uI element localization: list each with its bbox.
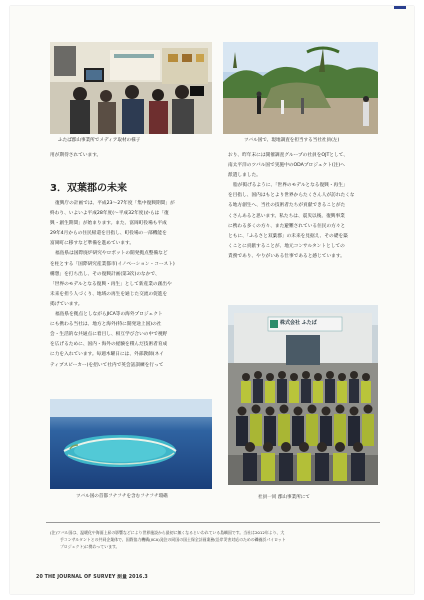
right-column-body (228, 151, 380, 262)
footnote (50, 530, 380, 550)
left-paragraph-2 (50, 249, 213, 310)
text-line: 復興庁の計画では、平成23～27年度「集中復興期間」が (55, 201, 175, 206)
text-line: 掲げています。 (50, 301, 83, 307)
text-line: に力を入れています。毎週木曜日には、外部教師(ネイ (50, 352, 164, 358)
left-paragraph-1 (50, 199, 213, 249)
text-line: 興・創生期間」が始まります。また、富岡町役場も平成 (50, 221, 167, 227)
text-line: 派遣しました。 (228, 173, 261, 179)
text-line: を広げるために、国内・海外の経験を積んだ技術者育成 (50, 342, 168, 348)
footnote-line: 手コンサルタントとの共同企業体で、国際協力機構(JICA)発注の同国の国土保全計画業務(沿岸災害対応のための礫養浜パイロット (60, 536, 286, 542)
text-line: 福島県を拠点としながらJICA等の海外プロジェクト (55, 312, 163, 318)
text-line: 責務であり、やりがいある仕事であると感じています。 (228, 253, 345, 259)
atoll-caption: ツバル国の首都フナフチを含むフナフチ環礁 (76, 494, 168, 499)
staff-photo-caption: 社員一同 郡山事業所にて (258, 495, 310, 500)
text-line: 会・生活的な共通点に着目し、相互学び合いの中で視野 (50, 332, 168, 338)
company-sign: 株式会社 ふたば (280, 320, 317, 326)
atoll-photo (50, 399, 212, 489)
media-photo-caption: ふたば郡山事業所でメディア取材の様子 (58, 138, 141, 143)
atoll-image (50, 399, 212, 489)
text-line: ともに、「ふるさと双葉郡」の未来を見据え、その礎を築 (228, 233, 348, 239)
footnote-line: (注)ツバル国は、温暖化や海面上昇の影響などにより世界施設から最初に無くなるといわれている島嶼国です。当社は2012年より、大 (50, 530, 285, 535)
text-line: くことに貢献することが、地元コンサルタントとしての (228, 243, 345, 249)
text-line: 富岡町に移すなど準備を進めています。 (50, 241, 135, 247)
text-line: 「世界のモデルとなる復興・再生」として新産業の創出や (50, 281, 172, 287)
text-line: 脂が掲げるように、「世界のモデルとなる復興・再生」 (233, 183, 348, 189)
right-paragraph-1 (228, 151, 380, 181)
text-line: ティブスピーカー)を招いて社内で英会話訓練を行って (50, 362, 164, 368)
text-line: 南太平洋のツバル国で実施中のODAプロジェクト(注)へ (228, 163, 345, 169)
left-column (50, 151, 213, 161)
tuvalu-survey-photo (223, 42, 378, 134)
text-line: を目指し、国内はもとより世界からたくさん人が訪れたくな (228, 193, 355, 199)
text-line: にも携わる当社は、地方と海外(特に開発途上国)の社 (50, 322, 162, 328)
section-heading: 3．双葉郡の未来 (50, 183, 127, 194)
footnote-divider (46, 522, 380, 523)
text-line: る地方創生へ、当社の技術者たちが貢献できることがた (228, 203, 346, 209)
left-top-line: 用が期待されています。 (50, 153, 102, 158)
text-line: 未来を担う人づくり、地域の再生を通じた交流の促進を (50, 291, 168, 297)
accent-bar (394, 6, 406, 9)
text-line: を柱とする「国際研究産業都市(イノベーション・コースト) (50, 261, 175, 267)
staff-photo (228, 305, 378, 485)
left-column-body (50, 199, 213, 371)
media-photo (50, 42, 212, 134)
text-line: おり、昨年末には開催調査グループの社員をOJTとして、 (228, 153, 348, 158)
text-line: 終わり、いよいよ平成28年度(～平成32年度)からは「復 (50, 211, 169, 217)
right-paragraph-2 (228, 181, 380, 262)
staff-photo-image (228, 305, 378, 485)
left-paragraph-3 (50, 310, 213, 371)
tuvalu-survey-caption: ツバル国で、現地調査を担当する当社社員(左) (244, 138, 340, 143)
page-footer: 20 THE JOURNAL OF SURVEY 測量 2016.3 (36, 575, 148, 580)
text-line: 29年4月からの住民帰還を目指し、町役場の一部機能を (50, 231, 167, 237)
text-line: 構想」を打ち出し、その復興計画(第3次)のなかで、 (50, 271, 160, 277)
tuvalu-survey-image (223, 42, 378, 134)
text-line: 福島県は国際廃炉研究やロボットの開発拠点整備など (55, 251, 168, 257)
text-line: に携わる多くの方々、また避難されている住民の方々と (228, 223, 346, 229)
footnote-line: プロジェクト)に携わっています。 (60, 543, 120, 549)
text-line: くさんあると思います。私たちは、震災以後、復興事業 (228, 213, 345, 219)
media-photo-image (50, 42, 212, 134)
